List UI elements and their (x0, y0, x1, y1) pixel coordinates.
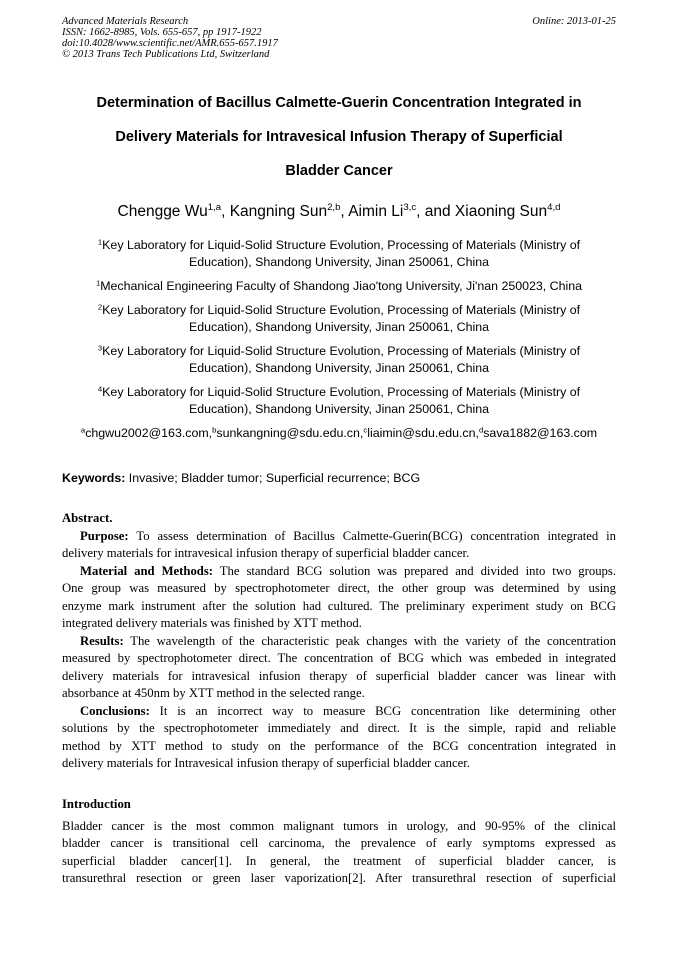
affiliation-line: Education), Shandong University, Jinan 250061, China (188, 402, 490, 416)
affiliation-sup: 3 (97, 343, 103, 353)
affiliation (62, 384, 616, 418)
title-line: Bladder Cancer (285, 163, 393, 179)
abstract-purpose (62, 528, 616, 563)
abstract-conclusions (62, 703, 616, 773)
text-line: transurethral resection or green laser vaporization[2]. After transurethral resection of superficial (62, 871, 616, 885)
author-sep: , (221, 203, 230, 220)
abstract-section (62, 510, 616, 773)
text-line: absorbance at 450nm by XTT method in the selected range. (62, 686, 365, 700)
journal-name: Advanced Materials Research (62, 16, 189, 27)
abstract-heading: Abstract. (62, 511, 113, 525)
author-name: Kangning Sun (229, 203, 328, 220)
text-line: delivery materials for Intravesical infusion therapy of superficial bladder cancer. (62, 756, 470, 770)
text-line: Bladder cancer is the most common malignant tumors in urology, and 90-95% of the clinical (62, 818, 616, 833)
keywords-text: Invasive; Bladder tumor; Superficial recurrence; BCG (125, 471, 421, 485)
title-line: Delivery Materials for Intravesical Infusion Therapy of Superficial (115, 129, 563, 145)
author-sup: 2,b (327, 202, 341, 214)
author-sep: , (340, 203, 349, 220)
author-name: Chengge Wu (117, 203, 208, 220)
keywords (62, 470, 616, 487)
text-line: The standard BCG solution was prepared and divided into two groups. (213, 563, 616, 578)
affiliation-sup: 2 (97, 302, 103, 312)
email-address: sava1882@163.com (483, 426, 598, 440)
abstract-results (62, 633, 616, 703)
results-label: Results: (80, 633, 124, 648)
journal-copyright: © 2013 Trans Tech Publications Ltd, Switzerland (62, 49, 270, 60)
affiliation (62, 278, 616, 295)
email-sup: c (363, 425, 368, 435)
title-line: Determination of Bacillus Calmette-Guerin Concentration Integrated in (96, 95, 582, 111)
author-sup: 1,a (207, 202, 222, 214)
affiliation-line: Education), Shandong University, Jinan 250061, China (188, 255, 490, 269)
journal-issn: ISSN: 1662-8985, Vols. 655-657, pp 1917-1922 (62, 27, 262, 38)
author-name: Aimin Li (348, 203, 404, 220)
email-list (62, 425, 616, 442)
email-address: sunkangning@sdu.edu.cn, (216, 426, 364, 440)
text-line: One group was measured by spectrophotometer direct, the other group was determined by using (62, 581, 616, 595)
affiliation-line: Education), Shandong University, Jinan 250061, China (188, 361, 490, 375)
affiliation-sup: 1 (97, 237, 103, 247)
email-address: liaimin@sdu.edu.cn, (367, 426, 479, 440)
text-line: superficial bladder cancer[1]. In general, the treatment of superficial bladder cancer, is (62, 853, 616, 868)
affiliation-line: Key Laboratory for Liquid-Solid Structure Evolution, Processing of Materials (Ministry of (102, 238, 581, 252)
introduction-paragraph (62, 818, 616, 888)
text-line: delivery materials for intravesical infusion therapy of superficial bladder cancer was linear with (62, 668, 616, 683)
author-list (62, 201, 616, 223)
author-name: Xiaoning Sun (454, 203, 548, 220)
text-line: measured by spectrophotometer direct. The concentration of BCG which was embeded in integrated (62, 651, 616, 665)
affiliation-sup: 4 (97, 384, 103, 394)
conclusions-label: Conclusions: (80, 703, 150, 718)
affiliation (62, 343, 616, 377)
affiliation-line: Mechanical Engineering Faculty of Shandong Jiao'tong University, Ji'nan 250023, China (100, 279, 583, 293)
email-sup: b (212, 425, 217, 435)
online-date: Online: 2013-01-25 (532, 16, 616, 27)
email-address: chgwu2002@163.com, (85, 426, 213, 440)
methods-label: Material and Methods: (80, 563, 214, 578)
author-sup: 3,c (403, 202, 417, 214)
text-line: enzyme mark instrument after the solution had cultured. The preliminary experiment study on BCG (62, 598, 616, 613)
text-line: method by XTT method to study on the performance of the BCG concentration integrated in (62, 738, 616, 753)
affiliation (62, 237, 616, 271)
paper-title (62, 86, 616, 188)
affiliation-list (62, 237, 616, 442)
author-sup: 4,d (547, 202, 561, 214)
email-sup: d (478, 425, 484, 435)
journal-doi: doi:10.4028/www.scientific.net/AMR.655-657.1917 (62, 38, 278, 49)
affiliation (62, 302, 616, 336)
affiliation-line: Key Laboratory for Liquid-Solid Structure Evolution, Processing of Materials (Ministry of (102, 303, 581, 317)
text-line: integrated delivery materials was finished by XTT method. (62, 616, 362, 630)
text-line: bladder cancer is transitional cell carcinoma, the prevalence of early symptoms expressed as (62, 836, 616, 850)
journal-header (62, 16, 616, 60)
introduction-section (62, 796, 616, 888)
text-line: It is an incorrect way to measure BCG concentration like determining other (149, 703, 616, 718)
affiliation-line: Key Laboratory for Liquid-Solid Structure Evolution, Processing of Materials (Ministry of (102, 344, 581, 358)
introduction-heading: Introduction (62, 797, 131, 811)
affiliation-sup: 1 (95, 278, 101, 288)
text-line: solutions by the spectrophotometer immediately and direct. It is the simple, rapid and reliable (62, 721, 616, 735)
affiliation-line: Key Laboratory for Liquid-Solid Structure Evolution, Processing of Materials (Ministry of (102, 385, 581, 399)
text-line: delivery materials for intravesical infusion therapy of superficial bladder cancer. (62, 546, 470, 560)
keywords-label: Keywords: (62, 471, 126, 485)
abstract-methods (62, 563, 616, 633)
email-sup: a (80, 425, 86, 435)
purpose-label: Purpose: (80, 528, 129, 543)
text-line: The wavelength of the characteristic peak changes with the variety of the concentration (123, 633, 616, 648)
affiliation-line: Education), Shandong University, Jinan 250061, China (188, 320, 490, 334)
text-line: To assess determination of Bacillus Calmette-Guerin(BCG) concentration integrated in (128, 528, 616, 543)
author-sep: , and (416, 203, 455, 220)
